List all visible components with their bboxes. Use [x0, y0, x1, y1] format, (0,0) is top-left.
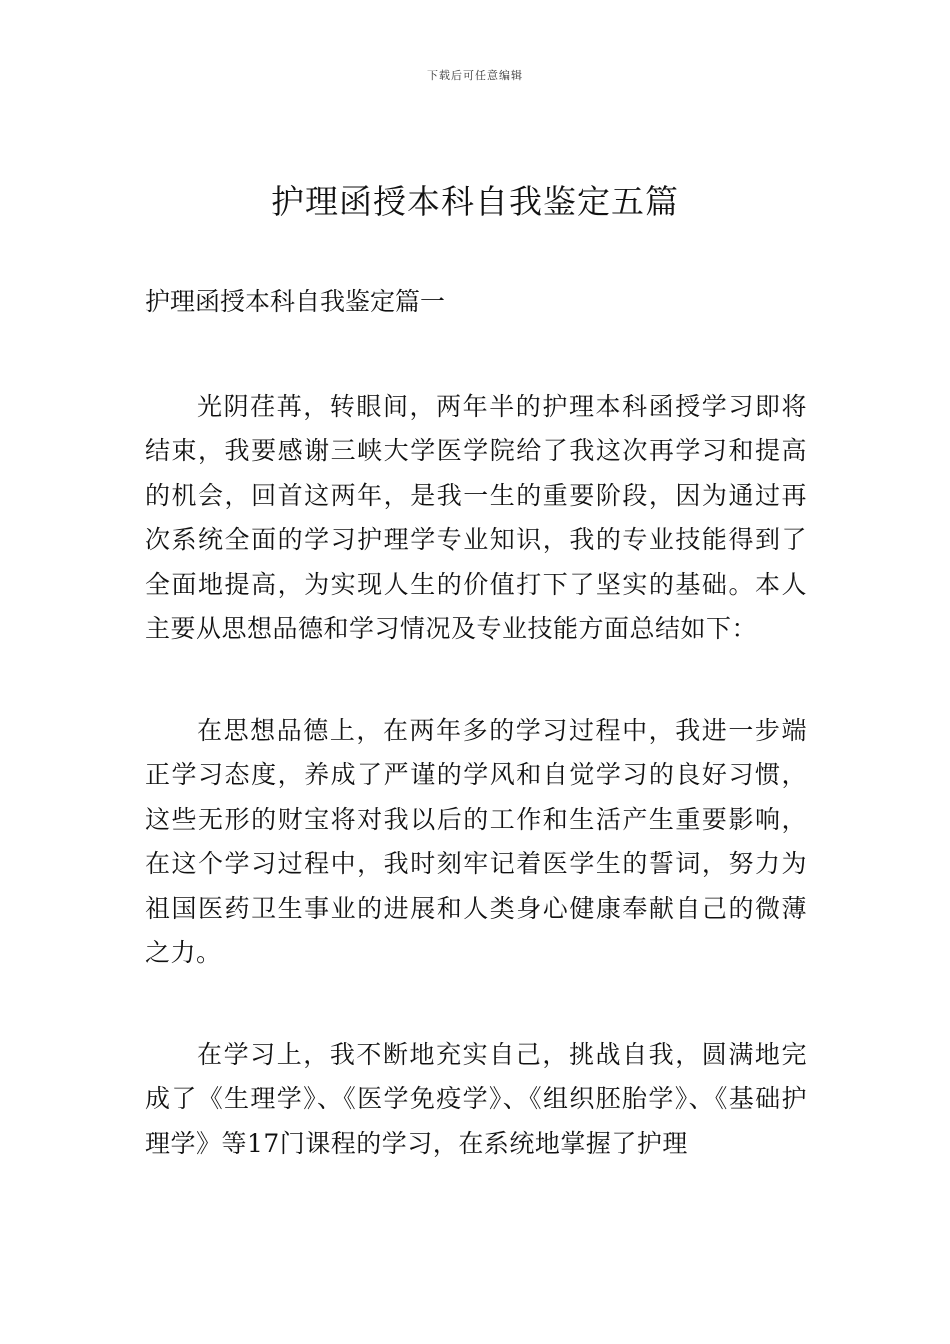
paragraph-moral-character: 在思想品德上，在两年多的学习过程中，我进一步端正学习态度，养成了严谨的学风和自觉学习的良好习惯，这些无形的财宝将对我以后的工作和生活产生重要影响，在这个学习过程中，我时刻牢记着医学生的誓词，努力为祖国医药卫生事业的进展和人类身心健康奉献自己的微薄之力。	[145, 715, 807, 967]
paragraph-intro: 光阴荏苒，转眼间，两年半的护理本科函授学习即将结束，我要感谢三峡大学医学院给了我这次再学习和提高的机会，回首这两年，是我一生的重要阶段，因为通过再次系统全面的学习护理学专业知识，我的专业技能得到了全面地提高，为实现人生的价值打下了坚实的基础。本人主要从思想品德和学习情况及专业技能方面总结如下：	[145, 391, 807, 643]
document-title: 护理函授本科自我鉴定五篇	[271, 182, 679, 221]
paragraph-study: 在学习上，我不断地充实自己，挑战自我，圆满地完成了《生理学》、《医学免疫学》、《组织胚胎学》、《基础护理学》等17门课程的学习，在系统地掌握了护理	[145, 1039, 807, 1158]
header-note: 下载后可任意编辑	[427, 69, 523, 82]
document-body	[145, 280, 807, 1223]
section-heading: 护理函授本科自我鉴定篇一	[145, 287, 446, 316]
